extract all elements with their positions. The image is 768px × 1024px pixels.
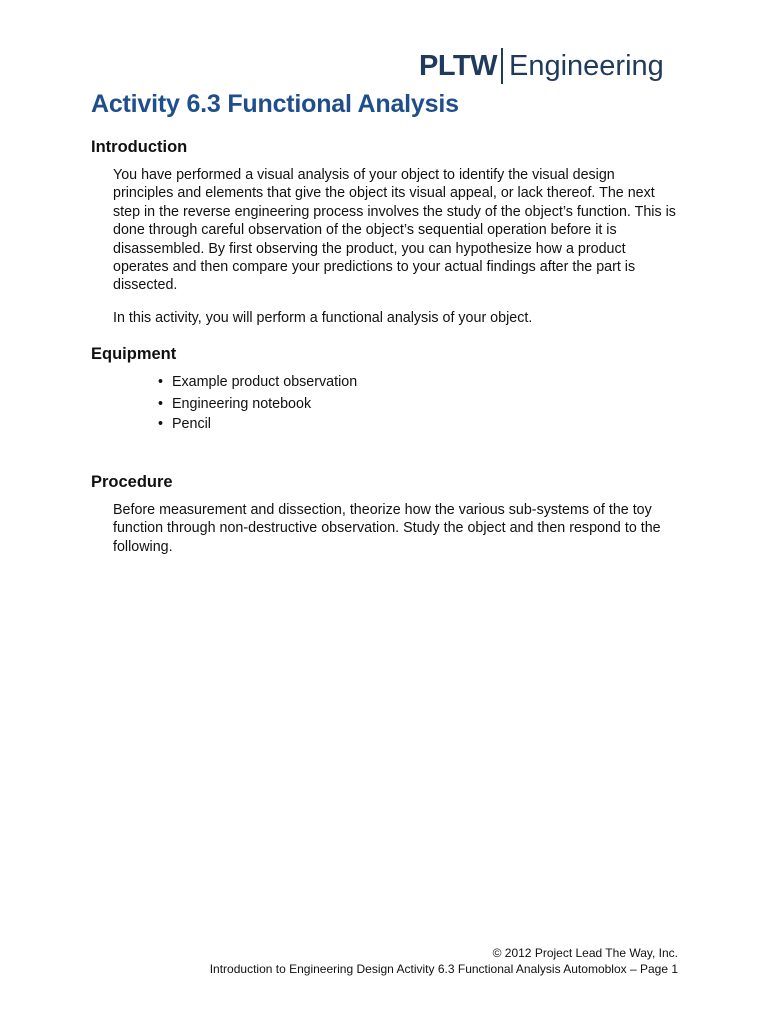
footer-page-line: Introduction to Engineering Design Activity 6.3 Functional Analysis Automoblox – Page 1: [209, 962, 678, 976]
list-item: [113, 396, 357, 416]
introduction-paragraph: You have performed a visual analysis of your object to identify the visual design principles and elements that give the object its visual appeal, or lack thereof. The next step in the reverse engineering process involves the study of the object’s function. This is done through careful observation of the object’s sequential operation before it is disassembled. By first observing the product, you can hypothesize how a product operates and then compare your predictions to your actual findings after the part is dissected.: [113, 167, 676, 294]
pltw-engineering-logo: [419, 46, 664, 86]
logo-word: Engineering: [509, 49, 664, 82]
logo-mark: PLTW: [419, 49, 497, 82]
footer-copyright: © 2012 Project Lead The Way, Inc.: [492, 946, 678, 960]
list-item: [113, 416, 357, 436]
bullet-icon: •: [158, 374, 164, 390]
list-item-text: Pencil: [172, 416, 211, 432]
equipment-list: [113, 374, 357, 436]
page-title: Activity 6.3 Functional Analysis: [91, 90, 459, 118]
procedure-heading: Procedure: [91, 473, 173, 491]
procedure-paragraph: Before measurement and dissection, theorize how the various sub-systems of the toy function through non-destructive observation. Study the object and then respond to the following.: [113, 502, 661, 555]
introduction-heading: Introduction: [91, 138, 188, 156]
bullet-icon: •: [158, 396, 164, 412]
bullet-icon: •: [158, 416, 164, 432]
logo-divider: [501, 48, 503, 84]
list-item-text: Example product observation: [172, 374, 358, 390]
introduction-paragraph-2: In this activity, you will perform a functional analysis of your object.: [113, 310, 533, 326]
list-item-text: Engineering notebook: [172, 396, 312, 412]
equipment-heading: Equipment: [91, 345, 177, 363]
list-item: [113, 374, 357, 396]
